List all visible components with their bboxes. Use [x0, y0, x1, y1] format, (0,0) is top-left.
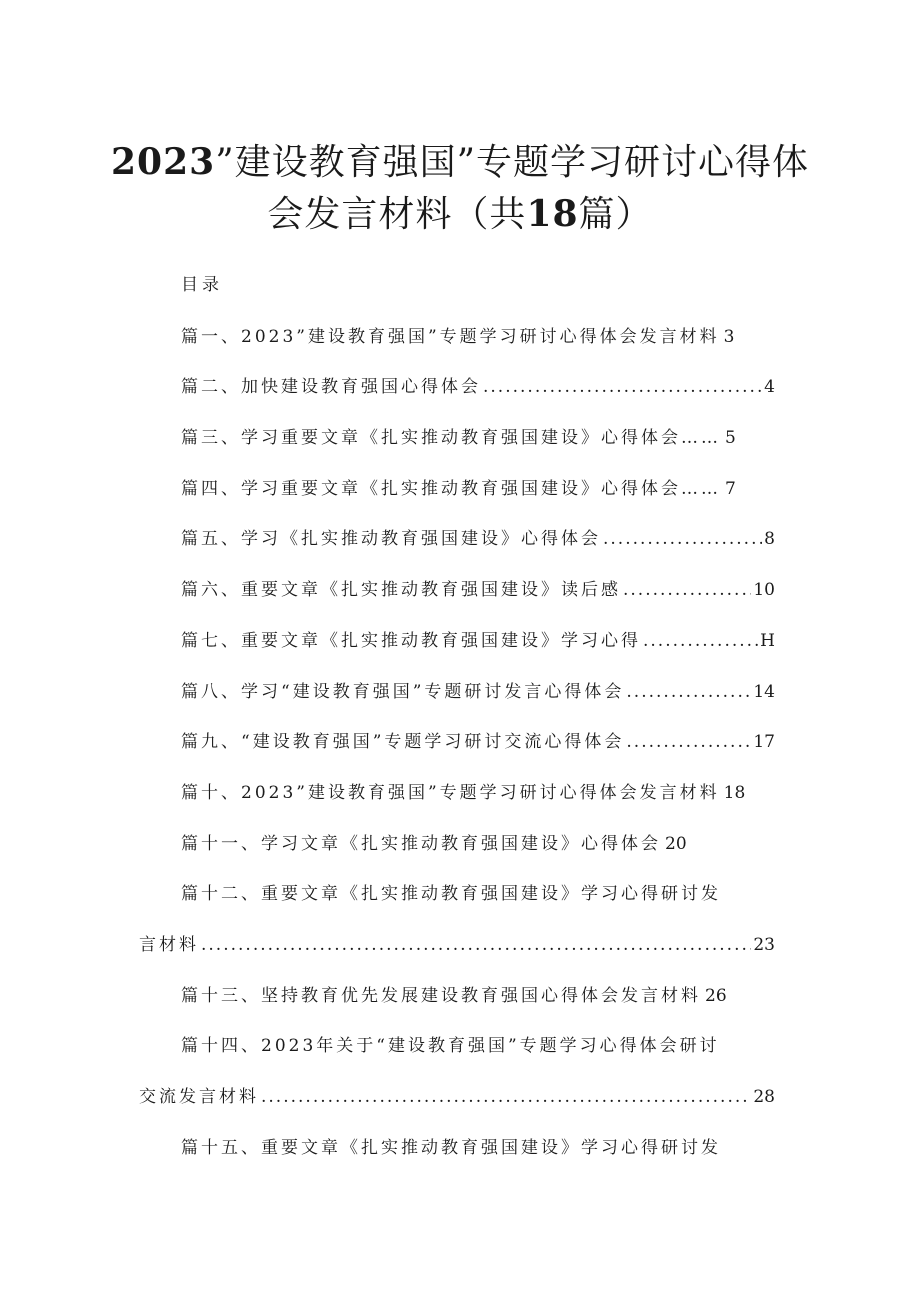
toc-page-number: 4	[764, 377, 775, 397]
toc-entry-title: 篇二、加快建设教育强国心得体会	[181, 377, 481, 397]
toc-dot-leader	[603, 529, 762, 549]
toc-entry-title: 篇四、学习重要文章《扎实推动教育强国建设》心得体会……	[181, 479, 721, 499]
toc-entry[interactable]	[181, 677, 775, 702]
title-text-2: 会发言材料（共	[267, 194, 527, 235]
toc-entry-title: 篇一、2023”建设教育强国”专题学习研讨心得体会发言材料	[181, 327, 720, 347]
toc-entry-title: 篇十四、2023年关于“建设教育强国”专题学习心得体会研讨	[181, 1036, 720, 1056]
title-count: 18	[526, 193, 579, 235]
toc-dot-leader	[626, 732, 751, 752]
toc-page-number: 23	[753, 935, 775, 955]
toc-page-number: 20	[665, 834, 687, 854]
toc-dot-leader	[483, 377, 762, 397]
toc-entry[interactable]	[181, 372, 775, 397]
toc-entry[interactable]	[181, 474, 736, 499]
toc-entry-title: 篇八、学习“建设教育强国”专题研讨发言心得体会	[181, 682, 625, 702]
toc-dot-leader	[623, 580, 751, 600]
document-title-line-1	[0, 134, 920, 185]
toc-entry[interactable]	[139, 930, 775, 955]
toc-page-number: 7	[725, 479, 736, 499]
toc-entry-title: 篇三、学习重要文章《扎实推动教育强国建设》心得体会……	[181, 428, 721, 448]
toc-entry[interactable]	[181, 829, 687, 854]
toc-entry-title: 篇五、学习《扎实推动教育强国建设》心得体会	[181, 529, 601, 549]
toc-entry-title: 篇六、重要文章《扎实推动教育强国建设》读后感	[181, 580, 621, 600]
toc-entry[interactable]	[181, 778, 745, 803]
toc-entry-title: 篇十二、重要文章《扎实推动教育强国建设》学习心得研讨发	[181, 884, 721, 904]
toc-entry-title: 篇十五、重要文章《扎实推动教育强国建设》学习心得研讨发	[181, 1138, 721, 1158]
toc-page-number: H	[760, 631, 775, 651]
toc-entry-title: 篇九、“建设教育强国”专题学习研讨交流心得体会	[181, 732, 625, 752]
toc-heading: 目录	[181, 275, 223, 295]
toc-page-number: 18	[723, 783, 746, 803]
title-text-3: 篇）	[578, 194, 653, 235]
toc-page-number: 26	[705, 986, 727, 1006]
toc-entry-title: 篇十三、坚持教育优先发展建设教育强国心得体会发言材料	[181, 986, 701, 1006]
toc-entry[interactable]	[181, 1133, 721, 1158]
toc-page-number: 10	[753, 580, 775, 600]
toc-entry[interactable]	[181, 727, 775, 752]
title-year: 2023	[110, 141, 216, 183]
toc-dot-leader	[626, 682, 751, 702]
toc-entry-title: 交流发言材料	[139, 1087, 259, 1107]
toc-entry-title: 篇十、2023”建设教育强国”专题学习研讨心得体会发言材料	[181, 783, 720, 803]
toc-entry[interactable]	[181, 423, 736, 448]
toc-entry[interactable]	[139, 1082, 775, 1107]
toc-page-number: 8	[764, 529, 775, 549]
toc-entry-title: 篇十一、学习文章《扎实推动教育强国建设》心得体会	[181, 834, 661, 854]
toc-page-number: 17	[753, 732, 775, 752]
toc-entry[interactable]	[181, 981, 727, 1006]
toc-entry[interactable]	[181, 524, 775, 549]
document-title-line-2	[0, 186, 920, 237]
title-text-1: ”建设教育强国”专题学习研讨心得体	[215, 142, 809, 183]
toc-entry-title: 篇七、重要文章《扎实推动教育强国建设》学习心得	[181, 631, 641, 651]
toc-page-number: 14	[753, 682, 775, 702]
toc-entry[interactable]	[181, 1031, 720, 1056]
toc-page-number: 5	[725, 428, 736, 448]
toc-page-number: 28	[753, 1087, 775, 1107]
toc-entry[interactable]	[181, 575, 775, 600]
toc-entry-title: 言材料	[139, 935, 199, 955]
toc-entry[interactable]	[181, 322, 734, 347]
toc-entry[interactable]	[181, 879, 721, 904]
toc-page-number: 3	[723, 327, 735, 347]
toc-dot-leader	[201, 935, 751, 955]
toc-dot-leader	[643, 631, 758, 651]
toc-entry[interactable]	[181, 626, 775, 651]
toc-dot-leader	[261, 1087, 751, 1107]
